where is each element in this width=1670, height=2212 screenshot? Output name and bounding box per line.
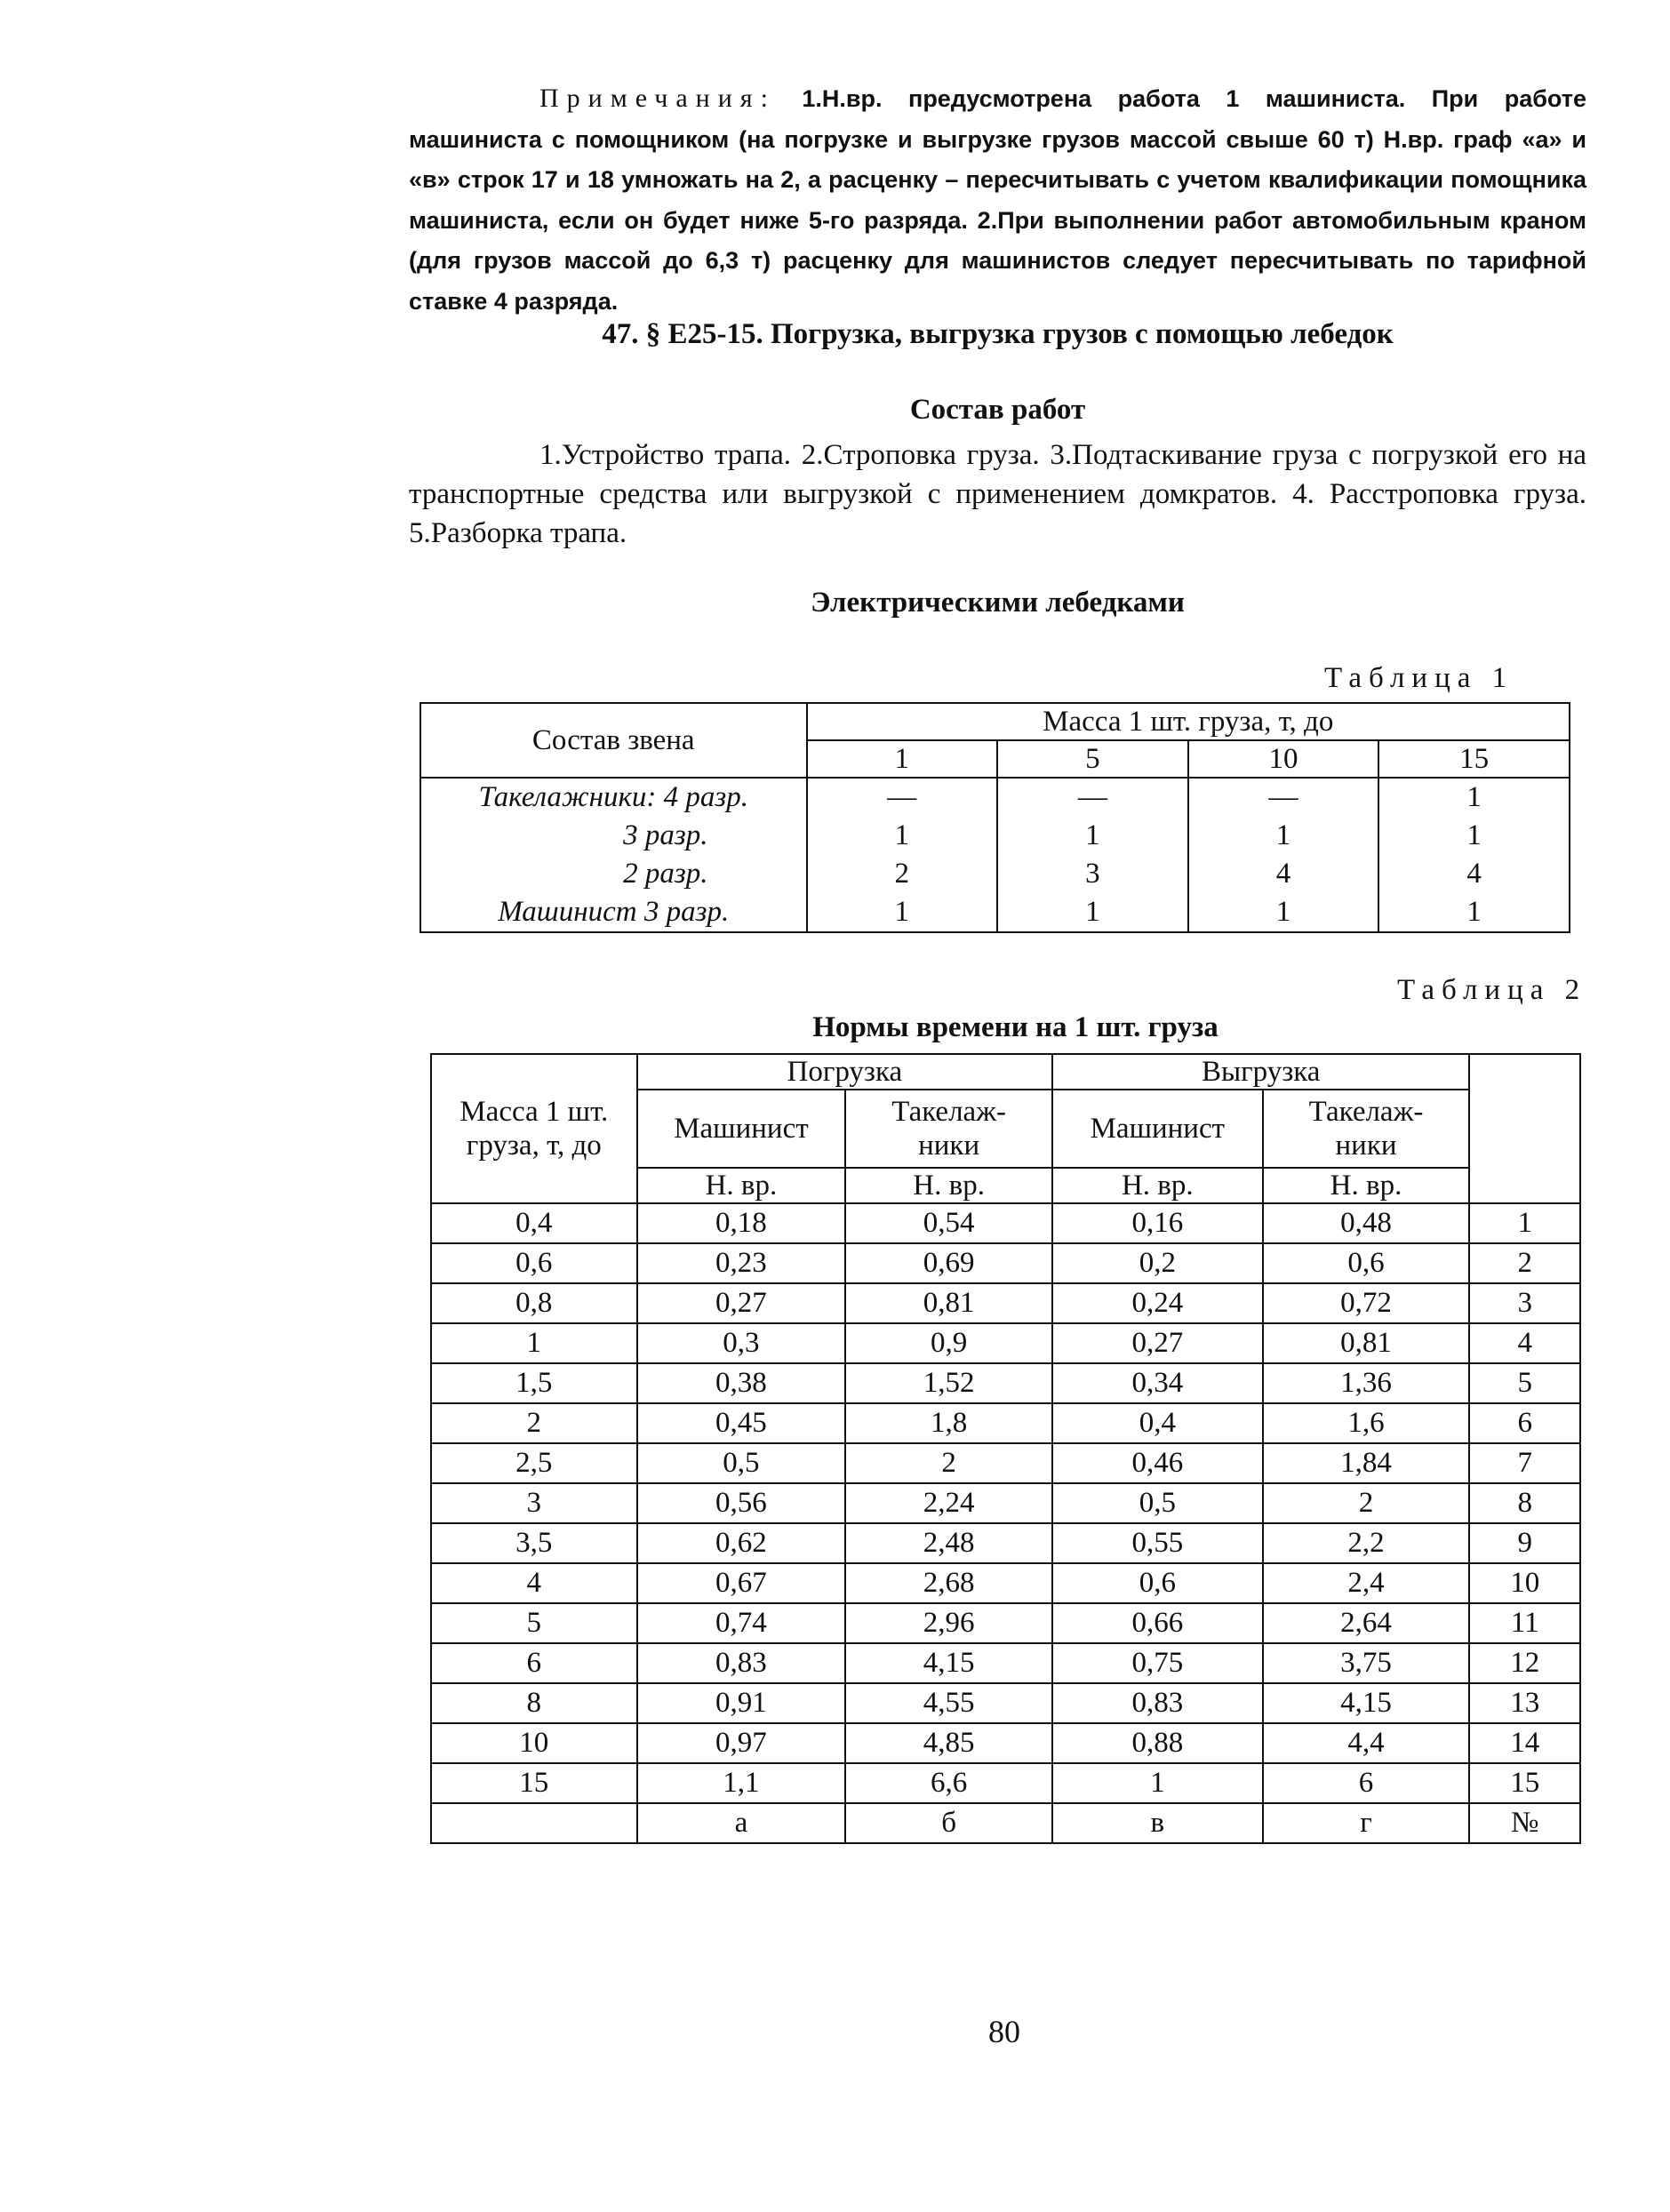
table-row — [431, 1243, 1580, 1283]
unloading-riggers-cell: 2,2 — [1263, 1523, 1470, 1563]
mass-cell: 8 — [431, 1683, 637, 1723]
loading-riggers-cell: 2,48 — [845, 1523, 1052, 1563]
crew-count: 1 — [1378, 778, 1570, 817]
crew-row — [420, 855, 1570, 893]
notes-lead: Примечания: — [539, 84, 776, 113]
row-number-cell: 10 — [1469, 1563, 1580, 1603]
crew-count: 1 — [1188, 893, 1379, 932]
column-letter — [431, 1803, 637, 1843]
loading-operator-cell: 0,18 — [637, 1203, 846, 1243]
table-row — [431, 1563, 1580, 1603]
crew-count: 4 — [1188, 855, 1379, 893]
crew-count: 1 — [807, 893, 998, 932]
loading-riggers-cell: 0,69 — [845, 1243, 1052, 1283]
unloading-operator-cell: 0,66 — [1052, 1603, 1263, 1643]
mass-cell: 3,5 — [431, 1523, 637, 1563]
hvr-header: Н. вр. — [637, 1168, 846, 1203]
crew-role: Такелажники: 4 разр. — [420, 778, 807, 817]
unloading-operator-header: Машинист — [1052, 1090, 1263, 1168]
row-number-cell: 12 — [1469, 1643, 1580, 1683]
row-number-cell: 2 — [1469, 1243, 1580, 1283]
row-number-cell: 14 — [1469, 1723, 1580, 1763]
crew-count: 4 — [1378, 855, 1570, 893]
unloading-operator-cell: 0,6 — [1052, 1563, 1263, 1603]
row-number-cell: 15 — [1469, 1763, 1580, 1803]
mass-cell: 1 — [431, 1323, 637, 1363]
unloading-operator-cell: 0,34 — [1052, 1363, 1263, 1403]
table-row — [431, 1603, 1580, 1643]
mass-cell: 4 — [431, 1563, 637, 1603]
notes-text: 1.Н.вр. предусмотрена работа 1 машиниста. При работе машиниста с помощником (на погрузке и выгрузке грузов массой свыше 60 т) Н.вр. граф «а» и «в» строк 17 и 18 умножать на 2, а расценку – пересчитывать с учетом квалификации помощника машиниста, если он будет ниже 5-го разряда. 2.При выполнении работ автомобильным краном (для грузов массой до 6,3 т) расценку для машинистов следует пересчитывать по тарифной ставке 4 разряда. — [409, 85, 1586, 315]
mass-cell: 0,8 — [431, 1283, 637, 1323]
unloading-riggers-cell: 0,48 — [1263, 1203, 1470, 1243]
unloading-riggers-cell: 6 — [1263, 1763, 1470, 1803]
table-row — [431, 1203, 1580, 1243]
loading-riggers-cell: 0,9 — [845, 1323, 1052, 1363]
loading-riggers-cell: 0,81 — [845, 1283, 1052, 1323]
loading-operator-cell: 0,3 — [637, 1323, 846, 1363]
crew-role: 3 разр. — [420, 817, 807, 855]
unloading-operator-cell: 0,2 — [1052, 1243, 1263, 1283]
row-number-cell: 4 — [1469, 1323, 1580, 1363]
table-row — [431, 1763, 1580, 1803]
column-letters-row — [431, 1803, 1580, 1843]
unloading-operator-cell: 1 — [1052, 1763, 1263, 1803]
loading-riggers-cell: 4,85 — [845, 1723, 1052, 1763]
loading-header: Погрузка — [637, 1054, 1052, 1090]
row-number-cell: 1 — [1469, 1203, 1580, 1243]
row-number-cell: 9 — [1469, 1523, 1580, 1563]
works-paragraph — [409, 435, 1586, 553]
crew-count: — — [1188, 778, 1379, 817]
time-norms-table — [430, 1053, 1581, 1844]
mass-cell: 0,4 — [431, 1203, 637, 1243]
loading-operator-cell: 0,5 — [637, 1443, 846, 1483]
unloading-operator-cell: 0,88 — [1052, 1723, 1263, 1763]
row-number-cell: 13 — [1469, 1683, 1580, 1723]
crew-count: 1 — [1188, 817, 1379, 855]
mass-cell: 2 — [431, 1403, 637, 1443]
loading-operator-cell: 0,83 — [637, 1643, 846, 1683]
unloading-riggers-cell: 2 — [1263, 1483, 1470, 1523]
unloading-riggers-cell: 2,4 — [1263, 1563, 1470, 1603]
mass-col-header: 15 — [1378, 740, 1570, 778]
loading-operator-cell: 1,1 — [637, 1763, 846, 1803]
hvr-header: Н. вр. — [845, 1168, 1052, 1203]
mass-group-header: Масса 1 шт. груза, т, до — [807, 703, 1570, 740]
row-number-cell: 3 — [1469, 1283, 1580, 1323]
table-row — [431, 1323, 1580, 1363]
loading-riggers-cell: 2,96 — [845, 1603, 1052, 1643]
crew-count: 1 — [1378, 817, 1570, 855]
table-row — [431, 1283, 1580, 1323]
unloading-riggers-cell: 2,64 — [1263, 1603, 1470, 1643]
loading-riggers-cell: 1,8 — [845, 1403, 1052, 1443]
crew-table — [419, 702, 1570, 933]
loading-operator-cell: 0,62 — [637, 1523, 846, 1563]
unloading-riggers-cell: 1,36 — [1263, 1363, 1470, 1403]
table-row — [431, 1403, 1580, 1443]
table-row — [431, 1643, 1580, 1683]
mass-cell: 0,6 — [431, 1243, 637, 1283]
winch-title: Электрическими лебедками — [811, 587, 1185, 619]
loading-operator-cell: 0,38 — [637, 1363, 846, 1403]
loading-riggers-cell: 4,15 — [845, 1643, 1052, 1683]
unloading-riggers-cell: 0,6 — [1263, 1243, 1470, 1283]
table-row — [431, 1363, 1580, 1403]
mass-col-header: 1 — [807, 740, 998, 778]
unloading-riggers-cell: 0,81 — [1263, 1323, 1470, 1363]
row-number-cell: 6 — [1469, 1403, 1580, 1443]
row-number-cell: 8 — [1469, 1483, 1580, 1523]
crew-col-header: Состав звена — [420, 703, 807, 778]
unloading-operator-cell: 0,16 — [1052, 1203, 1263, 1243]
column-letter: б — [845, 1803, 1052, 1843]
mass-header: Масса 1 шт. груза, т, до — [431, 1054, 637, 1203]
crew-role: Машинист 3 разр. — [420, 893, 807, 932]
mass-cell: 6 — [431, 1643, 637, 1683]
loading-riggers-cell: 2,24 — [845, 1483, 1052, 1523]
mass-cell: 10 — [431, 1723, 637, 1763]
mass-cell: 1,5 — [431, 1363, 637, 1403]
table2-label: Таблица 2 — [1397, 974, 1587, 1006]
crew-count: 2 — [807, 855, 998, 893]
loading-riggers-cell: 1,52 — [845, 1363, 1052, 1403]
loading-operator-cell: 0,67 — [637, 1563, 846, 1603]
crew-count: 1 — [807, 817, 998, 855]
mass-col-header: 5 — [997, 740, 1188, 778]
table-row — [431, 1683, 1580, 1723]
unloading-riggers-header: Такелаж-ники — [1263, 1090, 1470, 1168]
unloading-operator-cell: 0,75 — [1052, 1643, 1263, 1683]
crew-count: — — [997, 778, 1188, 817]
loading-riggers-header: Такелаж-ники — [845, 1090, 1052, 1168]
column-letter: в — [1052, 1803, 1263, 1843]
unloading-operator-cell: 0,5 — [1052, 1483, 1263, 1523]
unloading-operator-cell: 0,27 — [1052, 1323, 1263, 1363]
loading-operator-header: Машинист — [637, 1090, 846, 1168]
unloading-operator-cell: 0,4 — [1052, 1403, 1263, 1443]
crew-count: 1 — [997, 817, 1188, 855]
mass-cell: 15 — [431, 1763, 637, 1803]
loading-riggers-cell: 6,6 — [845, 1763, 1052, 1803]
unloading-operator-cell: 0,24 — [1052, 1283, 1263, 1323]
crew-count: 3 — [997, 855, 1188, 893]
crew-count: — — [807, 778, 998, 817]
notes-paragraph — [409, 78, 1586, 322]
hvr-header: Н. вр. — [1052, 1168, 1263, 1203]
hvr-header: Н. вр. — [1263, 1168, 1470, 1203]
row-number-cell: 11 — [1469, 1603, 1580, 1643]
column-letter: г — [1263, 1803, 1470, 1843]
table-row — [431, 1483, 1580, 1523]
mass-cell: 2,5 — [431, 1443, 637, 1483]
unloading-header: Выгрузка — [1052, 1054, 1469, 1090]
table-row — [431, 1523, 1580, 1563]
loading-operator-cell: 0,27 — [637, 1283, 846, 1323]
loading-riggers-cell: 2 — [845, 1443, 1052, 1483]
loading-operator-cell: 0,23 — [637, 1243, 846, 1283]
table1-label: Таблица 1 — [1324, 662, 1514, 694]
unloading-operator-cell: 0,46 — [1052, 1443, 1263, 1483]
unloading-riggers-cell: 4,4 — [1263, 1723, 1470, 1763]
table2-caption: Нормы времени на 1 шт. груза — [812, 1011, 1219, 1043]
crew-row — [420, 817, 1570, 855]
crew-row — [420, 893, 1570, 932]
loading-riggers-cell: 4,55 — [845, 1683, 1052, 1723]
loading-riggers-cell: 2,68 — [845, 1563, 1052, 1603]
loading-operator-cell: 0,91 — [637, 1683, 846, 1723]
column-letter: № — [1469, 1803, 1580, 1843]
unloading-riggers-cell: 1,6 — [1263, 1403, 1470, 1443]
mass-col-header: 10 — [1188, 740, 1379, 778]
crew-role: 2 разр. — [420, 855, 807, 893]
loading-operator-cell: 0,74 — [637, 1603, 846, 1643]
row-number-cell: 5 — [1469, 1363, 1580, 1403]
row-number-header — [1469, 1054, 1580, 1203]
unloading-operator-cell: 0,55 — [1052, 1523, 1263, 1563]
table-row — [431, 1443, 1580, 1483]
unloading-riggers-cell: 4,15 — [1263, 1683, 1470, 1723]
column-letter: а — [637, 1803, 846, 1843]
unloading-riggers-cell: 1,84 — [1263, 1443, 1470, 1483]
table-row — [431, 1723, 1580, 1763]
page-number: 80 — [988, 2014, 1020, 2049]
loading-operator-cell: 0,56 — [637, 1483, 846, 1523]
section-title: 47. § Е25-15. Погрузка, выгрузка грузов с помощью лебедок — [602, 318, 1394, 350]
unloading-operator-cell: 0,83 — [1052, 1683, 1263, 1723]
mass-cell: 3 — [431, 1483, 637, 1523]
loading-riggers-cell: 0,54 — [845, 1203, 1052, 1243]
crew-row — [420, 778, 1570, 817]
works-text: 1.Устройство трапа. 2.Строповка груза. 3.Подтаскивание груза с погрузкой его на транспортные средства или выгрузкой с применением домкратов. 4. Расстроповка груза. 5.Разборка трапа. — [409, 439, 1586, 549]
works-title: Состав работ — [909, 394, 1086, 426]
unloading-riggers-cell: 3,75 — [1263, 1643, 1470, 1683]
loading-operator-cell: 0,45 — [637, 1403, 846, 1443]
crew-count: 1 — [1378, 893, 1570, 932]
crew-count: 1 — [997, 893, 1188, 932]
mass-cell: 5 — [431, 1603, 637, 1643]
row-number-cell: 7 — [1469, 1443, 1580, 1483]
unloading-riggers-cell: 0,72 — [1263, 1283, 1470, 1323]
loading-operator-cell: 0,97 — [637, 1723, 846, 1763]
